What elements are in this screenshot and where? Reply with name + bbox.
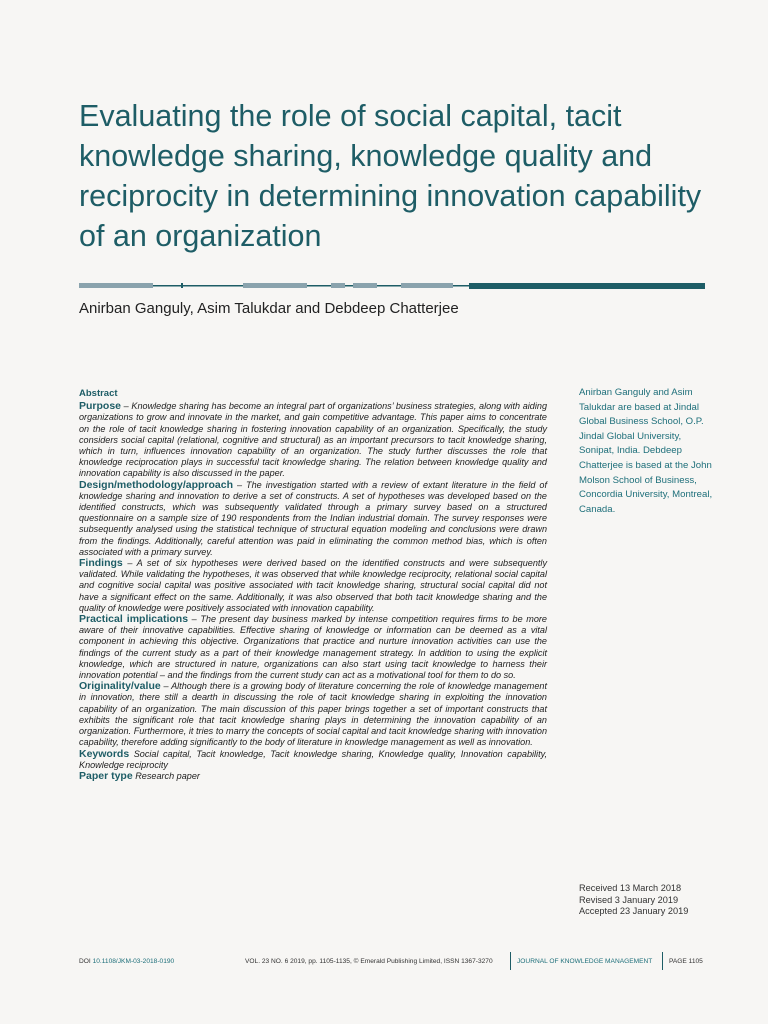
keywords xyxy=(79,749,547,771)
abstract-design xyxy=(79,480,547,558)
keywords-label: Keywords xyxy=(79,747,130,760)
date-received: Received 13 March 2018 xyxy=(579,883,682,893)
author-list xyxy=(79,300,459,317)
author-names-last: Debdeep Chatterjee xyxy=(324,300,459,317)
abstract-originality xyxy=(79,681,547,748)
paper-type xyxy=(79,771,547,782)
volume-info: VOL. 23 NO. 6 2019, pp. 1105-1135, © Emerald Publishing Limited, ISSN 1367-3270 xyxy=(245,958,493,965)
footer-divider xyxy=(662,952,663,970)
section-label: Purpose xyxy=(79,400,122,413)
section-label: Findings xyxy=(79,557,123,570)
section-dash: – xyxy=(163,681,169,692)
doi-label: DOI xyxy=(79,958,91,965)
date-revised: Revised 3 January 2019 xyxy=(579,894,679,905)
abstract-findings xyxy=(79,558,547,614)
section-text: The present day business marked by intense competition requires firms to be more aware of their innovative capabilities. Effective sharing of knowledge or information can be deemed as a vital component in achieving this objective. Organizations that practice and nurture innovation activities can use the findings of the current study as a part of their knowledge management strategy. In addition to using the explicit knowledge, which are structured in nature, organizations can also start using tacit knowledge to harness their innovation potential – and the findings from the current study can act as a motivational tool for them to do so. xyxy=(79,614,547,681)
abstract-practical-implications xyxy=(79,614,547,681)
paper-type-label: Paper type xyxy=(79,769,133,782)
doi-link[interactable]: 10.1108/JKM-03-2018-0190 xyxy=(92,958,175,965)
section-dash: – xyxy=(237,479,243,490)
article-history xyxy=(579,883,729,918)
section-label: Design/methodology/approach xyxy=(79,478,234,491)
section-label: Originality/value xyxy=(79,680,161,693)
keywords-text: Social capital, Tacit knowledge, Tacit knowledge sharing, Knowledge quality, Innovation capability, Knowledge reciprocity xyxy=(79,748,547,770)
section-dash: – xyxy=(127,558,133,569)
section-text: Knowledge sharing has become an integral part of organizations’ business strategies, along with aiding organizations to grow and innovate in the market, and gain competitive advantage. This paper aims to concentrate on the role of tacit knowledge sharing in fostering innovation capability of an organization. Specifically, the study considers social capital (relational, cognitive and structural) as an important precursors to tacit knowledge sharing, which in turn, influences innovation capability of an organization. The study further discusses the role that knowledge reciprocation plays in successful tacit knowledge sharing. The relation between knowledge quality and innovation capability is also discussed in the paper. xyxy=(79,401,547,479)
date-accepted: Accepted 23 January 2019 xyxy=(579,906,689,916)
doi xyxy=(79,958,174,965)
abstract xyxy=(79,388,547,782)
journal-name: JOURNAL OF KNOWLEDGE MANAGEMENT xyxy=(517,958,653,965)
paper-type-text: Research paper xyxy=(135,770,200,781)
abstract-purpose xyxy=(79,401,547,479)
section-label: Practical implications xyxy=(79,613,189,626)
page-number: PAGE 1105 xyxy=(669,958,703,965)
section-text: The investigation started with a review of extant literature in the field of knowledge sharing and innovation to derive a set of constructs. A set of hypotheses was developed based on the identified constructs, which was subsequently validated through a primary survey based on a structured questionnaire on a sample size of 190 respondents from the Indian industrial domain. The survey responses were subsequently analysed using the statistical technique of structural equation modeling and conclusions were drawn from the findings. Additionally, careful attention was paid in eliminating the common method bias, which is often associated with a primary survey. xyxy=(79,479,548,557)
author-affiliations: Anirban Ganguly and Asim Talukdar are based at Jindal Global Business School, O.P. Jindal Global University, Sonipat, India. Debdeep Chatterjee is based at the John Molson School of Business, Concordia University, Montreal, Canada. xyxy=(579,387,713,515)
section-text: Although there is a growing body of literature concerning the role of knowledge management in innovation, there still a dearth in discussing the role of tacit knowledge sharing in exploiting the innovation capability of an organization. The main discussion of this paper brings together a set of important constructs that exhibits the significant role that tacit knowledge sharing plays in determining the innovation capability of an organization. Furthermore, it tries to marry the concepts of social capital and tacit knowledge sharing with innovation capability, therefore adding significantly to the body of literature in knowledge management as well as innovation. xyxy=(79,681,548,748)
section-text: A set of six hypotheses were derived based on the identified constructs and were subsequently validated. While validating the hypotheses, it was observed that while knowledge reciprocity, relational social capital and cognitive social capital was positive associated with tacit knowledge sharing, structural social capital did not have a significant effect on the same. Additionally, it was also observed that both tacit knowledge sharing and the quality of knowledge were positively associated with innovation capability. xyxy=(79,558,547,613)
section-dash: – xyxy=(191,614,197,625)
article-title: Evaluating the role of social capital, tacit knowledge sharing, knowledge quality and reciprocity in determining innovation capability of an organization xyxy=(79,99,702,253)
title-divider xyxy=(79,282,705,292)
author-and: and xyxy=(295,300,321,317)
section-dash: – xyxy=(123,401,129,412)
abstract-heading: Abstract xyxy=(79,388,118,399)
footer-divider xyxy=(510,952,511,970)
author-names-first: Anirban Ganguly, Asim Talukdar xyxy=(79,300,292,317)
